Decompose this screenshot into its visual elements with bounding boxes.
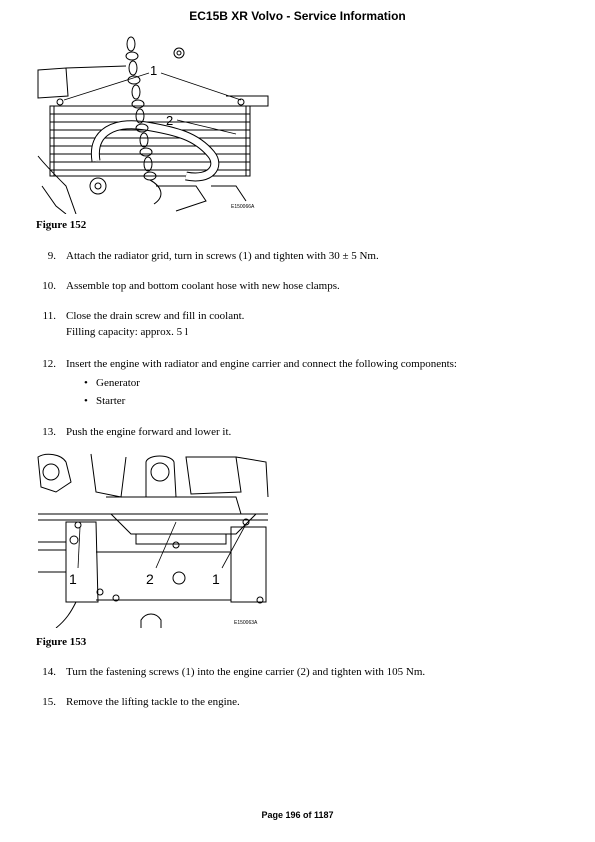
step-note: Filling capacity: approx. 5 l xyxy=(66,326,188,338)
bullet-text: Starter xyxy=(96,395,126,407)
step-text: Insert the engine with radiator and engine carrier and connect the following components: xyxy=(66,358,457,370)
callout-1: 1 xyxy=(212,571,220,587)
step-number: 10. xyxy=(42,280,56,292)
step-number: 13. xyxy=(42,426,56,438)
step-number: 12. xyxy=(42,358,56,370)
callout-1: 1 xyxy=(69,571,77,587)
bullet-marker: • xyxy=(84,377,88,389)
step-text: Remove the lifting tackle to the engine. xyxy=(66,696,240,708)
step-number: 15. xyxy=(42,696,56,708)
step-text: Assemble top and bottom coolant hose with new hose clamps. xyxy=(66,280,340,292)
step-number: 11. xyxy=(42,310,56,322)
step-text: Turn the fastening screws (1) into the engine carrier (2) and tighten with 105 Nm. xyxy=(66,666,426,678)
step-text: Close the drain screw and fill in coolant. xyxy=(66,310,245,322)
figure-code: E150066A xyxy=(231,204,255,210)
bullet-text: Generator xyxy=(96,377,140,389)
figure-153-illustration xyxy=(36,452,270,628)
callout-1: 1 xyxy=(150,63,158,78)
figure-152-illustration xyxy=(36,36,270,214)
step-number: 14. xyxy=(42,666,56,678)
step-text: Attach the radiator grid, turn in screws (1) and tighten with 30 ± 5 Nm. xyxy=(66,250,379,262)
page-header-title: EC15B XR Volvo - Service Information xyxy=(189,9,406,23)
callout-2: 2 xyxy=(146,571,154,587)
figure-code: E150063A xyxy=(234,620,258,626)
engine-carrier-drawing xyxy=(36,452,270,628)
callout-2: 2 xyxy=(166,113,174,128)
bullet-marker: • xyxy=(84,395,88,407)
step-number: 9. xyxy=(47,250,56,262)
step-text: Push the engine forward and lower it. xyxy=(66,426,232,438)
figure-caption: Figure 153 xyxy=(36,636,87,648)
radiator-chain-drawing xyxy=(36,36,270,214)
page-number: Page 196 of 1187 xyxy=(261,810,334,820)
figure-caption: Figure 152 xyxy=(36,219,87,231)
